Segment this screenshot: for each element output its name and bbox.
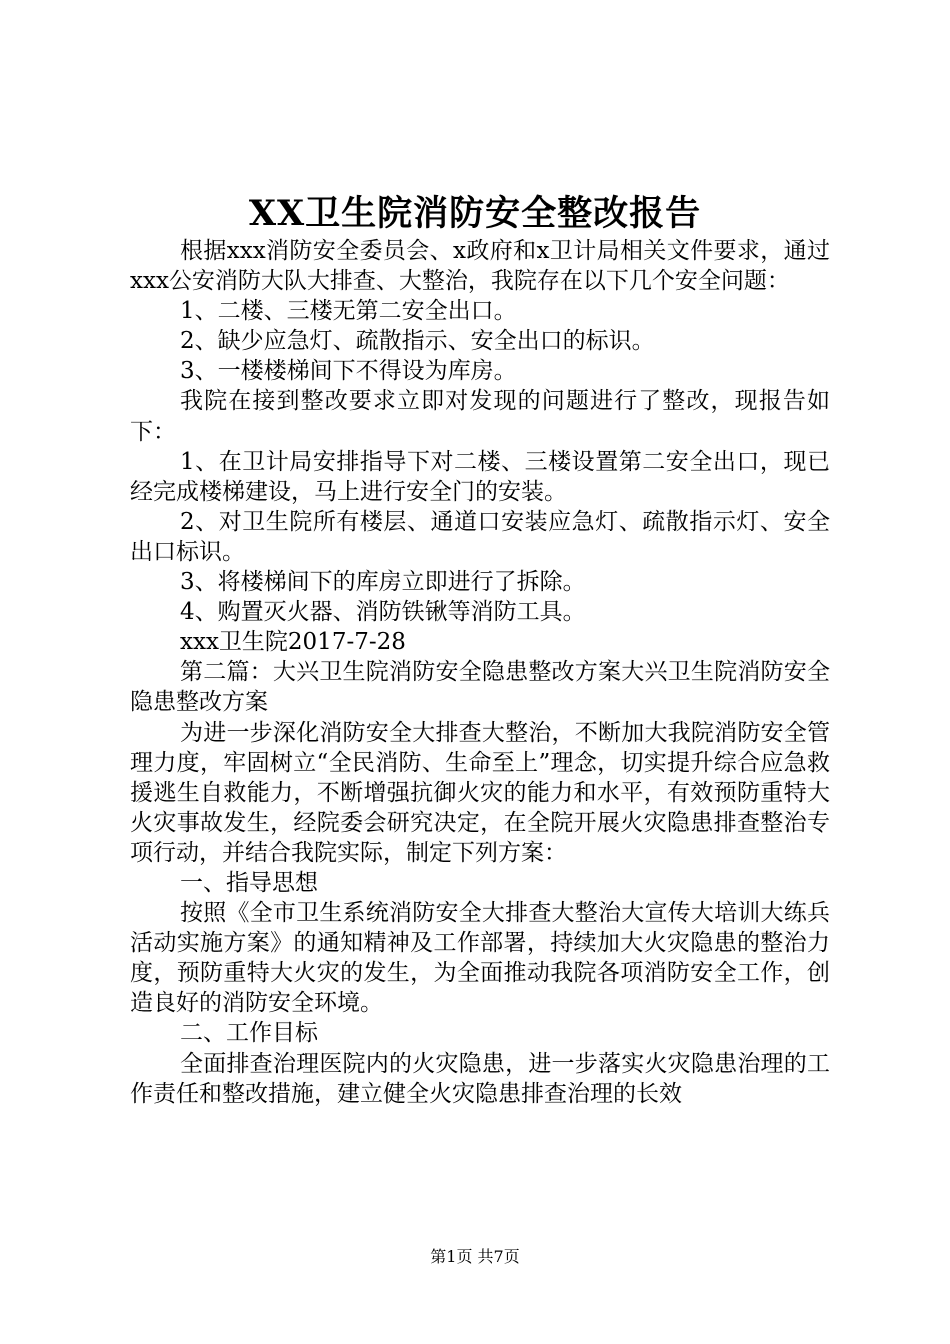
paragraph-work-goal: 全面排查治理医院内的火灾隐患，进一步落实火灾隐患治理的工作责任和整改措施，建立健全火灾隐患排查治理的长效 — [130, 1050, 830, 1107]
paragraph-intro: 根据xxx消防安全委员会、x政府和x卫计局相关文件要求，通过xxx公安消防大队大排查、大整治，我院存在以下几个安全问题： — [130, 238, 830, 295]
document-body — [130, 236, 830, 1109]
document-title: XX卫生院消防安全整改报告 — [248, 193, 702, 234]
page-footer: 第1页 共7页 — [430, 1247, 520, 1266]
issue-item-2: 2、缺少应急灯、疏散指示、安全出口的标识。 — [180, 328, 655, 355]
paragraph-purpose: 为进一步深化消防安全大排查大整治，不断加大我院消防安全管理力度，牢固树立“全民消防、生命至上”理念，切实提升综合应急救援逃生自救能力，不断增强抗御火灾的能力和水平，有效预防重特大火灾事故发生，经院委会研究决定，在全院开展火灾隐患排查整治专项行动，并结合我院实际，制定下列方案： — [130, 719, 830, 866]
paragraph-guiding-thought: 按照《全市卫生系统消防安全大排查大整治大宣传大培训大练兵活动实施方案》的通知精神及工作部署，持续加大火灾隐患的整治力度，预防重特大火灾的发生，为全面推动我院各项消防安全工作，创造良好的消防安全环境。 — [130, 900, 830, 1017]
fix-item-4: 4、购置灭火器、消防铁锹等消防工具。 — [180, 599, 586, 626]
fix-item-1: 1、在卫计局安排指导下对二楼、三楼设置第二安全出口，现已经完成楼梯建设，马上进行安全门的安装。 — [130, 448, 830, 505]
fix-item-2: 2、对卫生院所有楼层、通道口安装应急灯、疏散指示灯、安全出口标识。 — [130, 508, 830, 565]
heading-guiding-thought: 一、指导思想 — [180, 869, 318, 896]
signature-date: xxx卫生院2017-7-28 — [180, 629, 406, 656]
issue-item-3: 3、一楼楼梯间下不得设为库房。 — [180, 358, 517, 385]
fix-item-3: 3、将楼梯间下的库房立即进行了拆除。 — [180, 569, 586, 596]
issue-item-1: 1、二楼、三楼无第二安全出口。 — [180, 298, 517, 325]
paragraph-report: 我院在接到整改要求立即对发现的问题进行了整改，现报告如下： — [130, 388, 830, 445]
section-heading-part2: 第二篇：大兴卫生院消防安全隐患整改方案大兴卫生院消防安全隐患整改方案 — [130, 659, 830, 716]
heading-work-goal: 二、工作目标 — [180, 1020, 318, 1047]
